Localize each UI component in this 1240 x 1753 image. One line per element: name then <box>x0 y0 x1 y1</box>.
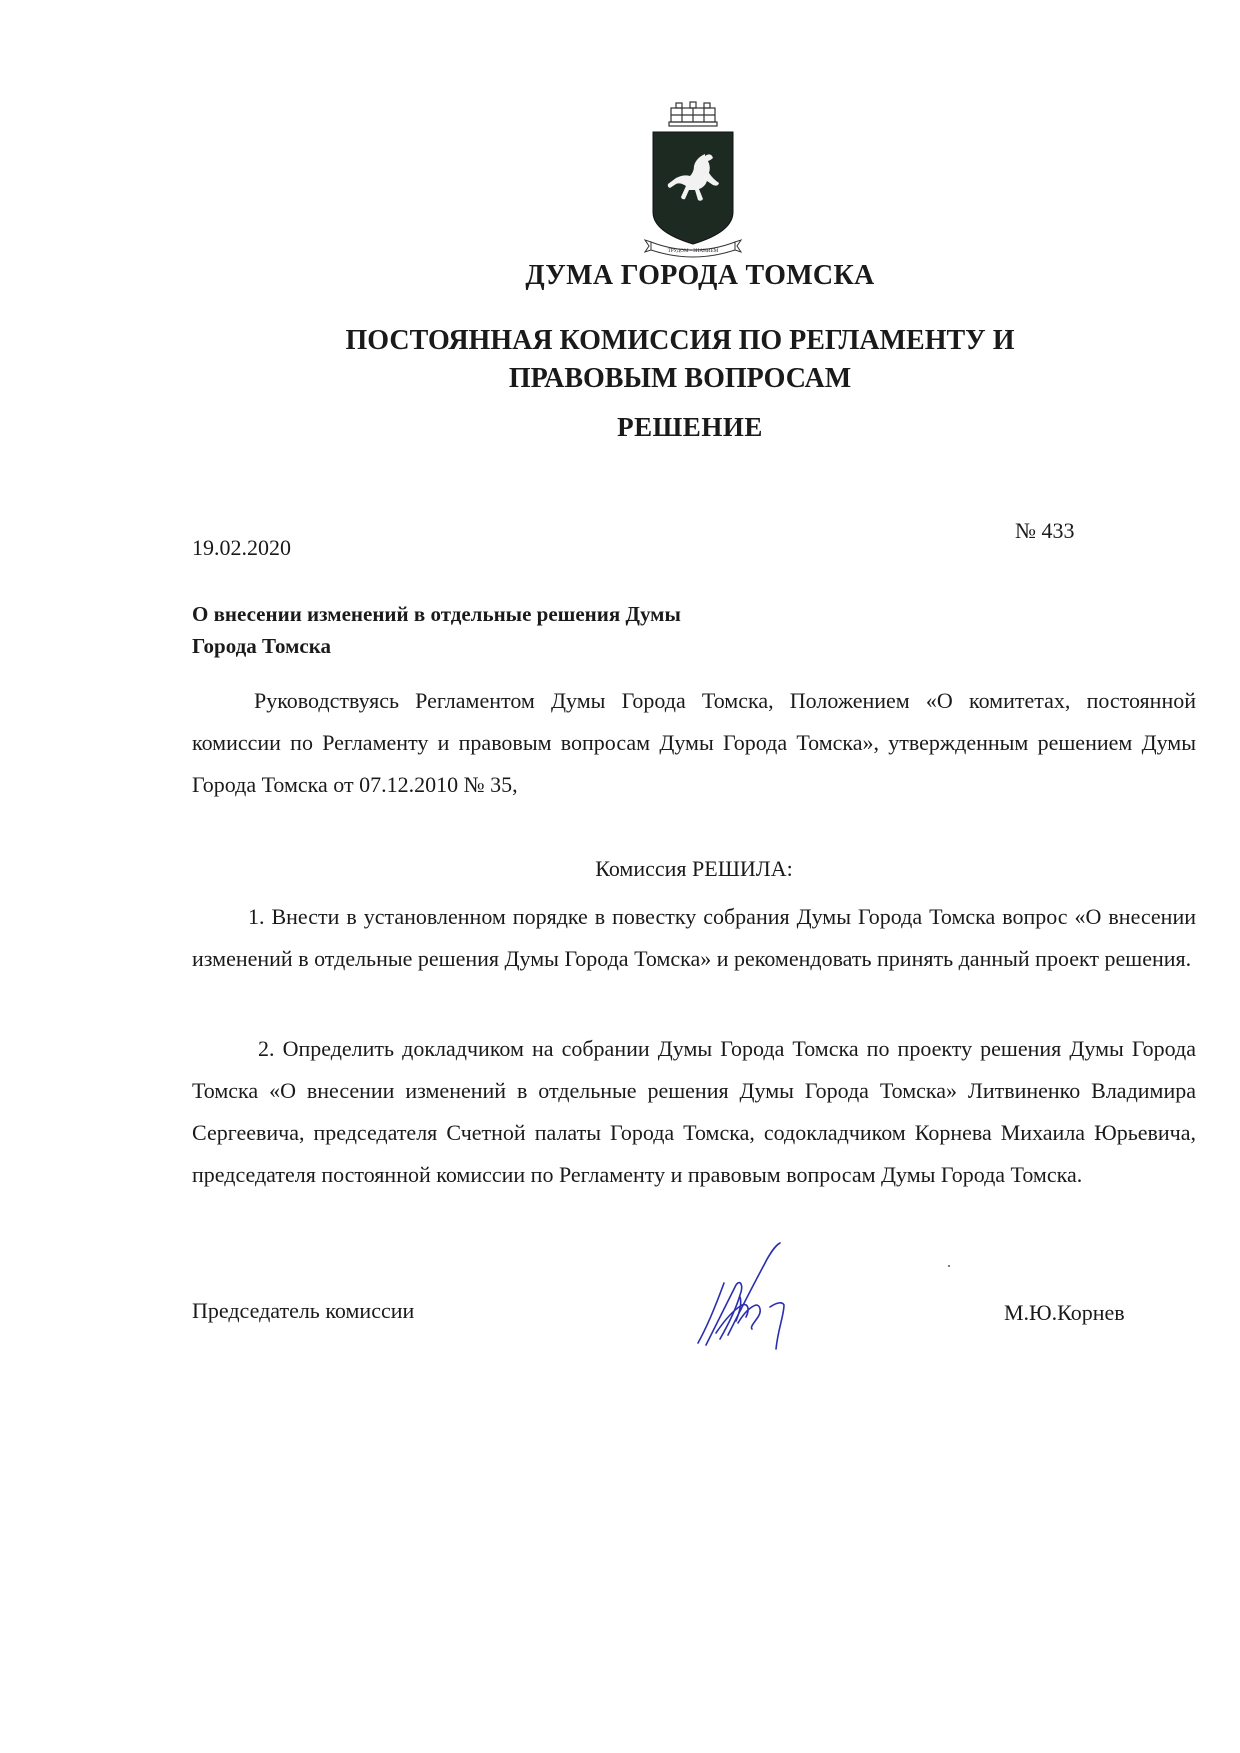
handwritten-signature-icon <box>680 1225 810 1375</box>
tomsk-coat-of-arms-icon <box>643 100 743 260</box>
resolution-item-2: 2. Определить докладчиком на собрании Думы Города Томска по проекту решения Думы Города Томска «О внесении изменений в отдельные решения Думы Города Томска» Литвиненко Владимира Сергеевича, председателя Счетной палаты Города Томска, содокладчиком Корнева Михаила Юрьевича, председателя постоянной комиссии по Регламенту и правовым вопросам Думы Города Томска. <box>192 1036 1196 1187</box>
resolution-item-1: 1. Внести в установленном порядке в повестку собрания Думы Города Томска вопрос «О внесении изменений в отдельные решения Думы Города Томска» и рекомендовать принять данный проект решения. <box>192 904 1196 971</box>
document-number: № 433 <box>1015 518 1075 543</box>
signatory-name: М.Ю.Корнев <box>1004 1300 1125 1325</box>
duma-title: ДУМА ГОРОДА ТОМСКА <box>525 260 875 291</box>
commission-title <box>60 322 1240 398</box>
emblem-motto: ТРУДОМ • ЗНАНИЕМ <box>667 248 719 254</box>
resolved-heading: Комиссия РЕШИЛА: <box>595 856 793 881</box>
commission-title-text: ПОСТОЯННАЯ КОМИССИЯ ПО РЕГЛАМЕНТУ И ПРАВОВЫМ ВОПРОСАМ <box>345 325 1015 394</box>
signatory-title: Председатель комиссии <box>192 1298 415 1323</box>
scan-speck <box>948 1265 950 1267</box>
document-type: РЕШЕНИЕ <box>617 412 763 442</box>
document-date: 19.02.2020 <box>192 535 291 560</box>
intro-paragraph: Руководствуясь Регламентом Думы Города Томска, Положением «О комитетах, постоянной комиссии по Регламенту и правовым вопросам Думы Города Томска», утвержденным решением Думы Города Томска от 07.12.2010 № 35, <box>192 688 1196 797</box>
document-subject: О внесении изменений в отдельные решения Думы Города Томска <box>192 602 681 658</box>
